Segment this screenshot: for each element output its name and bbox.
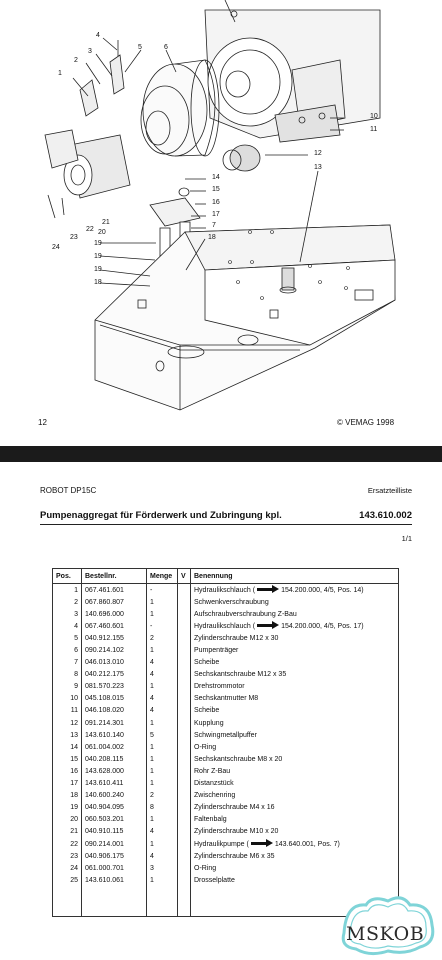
quantity-cell: 4 <box>147 850 178 862</box>
order-number-cell: 046.108.020 <box>82 705 147 717</box>
callout-10: 10 <box>370 113 378 120</box>
pos-cell: 19 <box>53 802 82 814</box>
quantity-cell: 1 <box>147 874 178 886</box>
callout-11: 11 <box>370 126 378 133</box>
part-name: Faltenbalg <box>194 816 227 824</box>
description-cell <box>191 681 399 693</box>
pos-cell: 1 <box>53 584 82 597</box>
v-cell <box>178 765 191 777</box>
col-description: Benennung <box>191 569 399 584</box>
table-row <box>53 790 399 802</box>
part-name: Hydraulikschlauch ( <box>194 586 256 594</box>
v-cell <box>178 669 191 681</box>
description-cell <box>191 717 399 729</box>
part-name: Sechskantschraube M12 x 35 <box>194 671 287 679</box>
v-cell <box>178 741 191 753</box>
description-cell <box>191 584 399 597</box>
callout-17: 17 <box>212 211 220 218</box>
part-name: Aufschraubverschraubung Z-Bau <box>194 610 297 618</box>
part-name: Schwingmetallpuffer <box>194 731 257 739</box>
pos-cell: 5 <box>53 632 82 644</box>
callout-2: 2 <box>74 57 78 64</box>
quantity-cell: 1 <box>147 681 178 693</box>
machine-model: ROBOT DP15C <box>40 486 97 495</box>
v-cell <box>178 802 191 814</box>
part-reference: 154.200.000, 4/5, Pos. 17) <box>281 622 364 630</box>
pos-cell: 13 <box>53 729 82 741</box>
col-order-number: Bestellnr. <box>82 569 147 584</box>
v-cell <box>178 693 191 705</box>
v-cell <box>178 644 191 656</box>
part-name: Sechskantschraube M8 x 20 <box>194 755 283 763</box>
part-name: Drosselplatte <box>194 876 235 884</box>
quantity-cell: 1 <box>147 778 178 790</box>
order-number-cell: 143.610.061 <box>82 874 147 886</box>
order-number-cell: 090.214.001 <box>82 838 147 850</box>
order-number-cell: 040.208.115 <box>82 753 147 765</box>
description-cell <box>191 838 399 850</box>
order-number-cell: 040.910.115 <box>82 826 147 838</box>
order-number-cell: 140.600.240 <box>82 790 147 802</box>
part-name: Zylinderschraube M10 x 20 <box>194 828 279 836</box>
order-number-cell: 061.004.002 <box>82 741 147 753</box>
v-cell <box>178 632 191 644</box>
pos-cell: 3 <box>53 608 82 620</box>
callout-20: 19 <box>94 253 102 260</box>
order-number-cell: 040.212.175 <box>82 669 147 681</box>
order-number-cell: 067.461.601 <box>82 584 147 597</box>
exploded-assembly-drawing <box>0 0 442 446</box>
description-cell <box>191 693 399 705</box>
callout-19b: 19 <box>94 266 102 273</box>
description-cell <box>191 862 399 874</box>
table-row <box>53 850 399 862</box>
v-cell <box>178 596 191 608</box>
description-cell <box>191 850 399 862</box>
callout-18: 18 <box>208 234 216 241</box>
pos-cell: 22 <box>53 838 82 850</box>
v-cell <box>178 790 191 802</box>
order-number-cell: 140.696.000 <box>82 608 147 620</box>
part-name: Scheibe <box>194 707 220 715</box>
part-name: Drehstrommotor <box>194 683 245 691</box>
table-row <box>53 681 399 693</box>
part-name: Sechskantmutter M8 <box>194 695 259 703</box>
description-cell <box>191 705 399 717</box>
table-row <box>53 596 399 608</box>
part-name: Zylinderschraube M12 x 30 <box>194 634 279 642</box>
quantity-cell: 5 <box>147 729 178 741</box>
table-row <box>53 741 399 753</box>
exploded-drawing-page <box>0 0 442 446</box>
callout-4: 4 <box>96 32 100 39</box>
callout-21: 20 <box>98 229 106 236</box>
pos-cell: 9 <box>53 681 82 693</box>
parts-table-body <box>53 584 399 917</box>
pos-cell: 4 <box>53 620 82 632</box>
part-reference: 154.200.000, 4/5, Pos. 14) <box>281 586 364 594</box>
table-row <box>53 705 399 717</box>
pos-cell: 17 <box>53 778 82 790</box>
quantity-cell: 3 <box>147 862 178 874</box>
part-name: Hydraulikpumpe ( <box>194 840 249 848</box>
v-cell <box>178 657 191 669</box>
order-number-cell: 143.628.000 <box>82 765 147 777</box>
pos-cell: 15 <box>53 753 82 765</box>
callout-18b: 18 <box>94 279 102 286</box>
part-name: Zwischenring <box>194 792 236 800</box>
part-name: Hydraulikschlauch ( <box>194 622 256 630</box>
description-cell <box>191 753 399 765</box>
description-cell <box>191 644 399 656</box>
description-cell <box>191 657 399 669</box>
table-header-row <box>53 569 399 584</box>
page-divider <box>0 446 442 462</box>
order-number-cell: 046.013.010 <box>82 657 147 669</box>
quantity-cell: 1 <box>147 838 178 850</box>
order-number-cell: 067.860.807 <box>82 596 147 608</box>
description-cell <box>191 608 399 620</box>
v-cell <box>178 705 191 717</box>
title-rule <box>40 524 412 525</box>
pos-cell: 7 <box>53 657 82 669</box>
v-cell <box>178 717 191 729</box>
pos-cell: 14 <box>53 741 82 753</box>
quantity-cell: 1 <box>147 608 178 620</box>
parts-table <box>52 568 399 917</box>
description-cell <box>191 741 399 753</box>
part-name: Rohr Z-Bau <box>194 767 231 775</box>
quantity-cell: 2 <box>147 632 178 644</box>
callout-22: 21 <box>102 219 110 226</box>
part-name: Kupplung <box>194 719 224 727</box>
v-cell <box>178 681 191 693</box>
assembly-part-number: 143.610.002 <box>359 510 412 521</box>
page-number: 12 <box>38 418 47 427</box>
description-cell <box>191 790 399 802</box>
copyright-text: © VEMAG 1998 <box>337 418 395 427</box>
empty-cell <box>147 886 178 917</box>
description-cell <box>191 632 399 644</box>
table-row <box>53 632 399 644</box>
table-row <box>53 802 399 814</box>
part-name: Schwenkverschraubung <box>194 598 269 606</box>
quantity-cell: - <box>147 620 178 632</box>
quantity-cell: 1 <box>147 717 178 729</box>
table-row <box>53 644 399 656</box>
callout-5: 5 <box>138 44 142 51</box>
empty-cell <box>178 886 191 917</box>
pos-cell: 18 <box>53 790 82 802</box>
description-cell <box>191 826 399 838</box>
quantity-cell: 4 <box>147 826 178 838</box>
reference-arrow-icon <box>257 587 279 592</box>
pos-cell: 20 <box>53 814 82 826</box>
v-cell <box>178 729 191 741</box>
callout-24: 23 <box>70 234 78 241</box>
v-cell <box>178 753 191 765</box>
description-cell <box>191 596 399 608</box>
callout-7: 7 <box>212 222 216 229</box>
document-type: Ersatzteilliste <box>367 486 412 495</box>
v-cell <box>178 584 191 597</box>
order-number-cell: 067.460.601 <box>82 620 147 632</box>
pos-cell: 23 <box>53 850 82 862</box>
v-cell <box>178 838 191 850</box>
table-row <box>53 693 399 705</box>
pos-cell: 24 <box>53 862 82 874</box>
order-number-cell: 143.610.140 <box>82 729 147 741</box>
callout-15: 15 <box>212 186 220 193</box>
callout-14: 14 <box>212 174 220 181</box>
table-row <box>53 874 399 886</box>
pos-cell: 2 <box>53 596 82 608</box>
description-cell <box>191 874 399 886</box>
v-cell <box>178 862 191 874</box>
table-row <box>53 620 399 632</box>
v-cell <box>178 814 191 826</box>
order-number-cell: 061.000.701 <box>82 862 147 874</box>
quantity-cell: 1 <box>147 644 178 656</box>
col-v: V <box>178 569 191 584</box>
callout-1: 1 <box>58 70 62 77</box>
pos-cell: 21 <box>53 826 82 838</box>
table-row <box>53 753 399 765</box>
quantity-cell: 1 <box>147 814 178 826</box>
order-number-cell: 040.904.095 <box>82 802 147 814</box>
v-cell <box>178 620 191 632</box>
order-number-cell: 090.214.102 <box>82 644 147 656</box>
v-cell <box>178 874 191 886</box>
description-cell <box>191 814 399 826</box>
v-cell <box>178 826 191 838</box>
v-cell <box>178 608 191 620</box>
callout-16: 16 <box>212 199 220 206</box>
quantity-cell: 4 <box>147 657 178 669</box>
part-name: O-Ring <box>194 743 217 751</box>
order-number-cell: 091.214.301 <box>82 717 147 729</box>
callout-25: 24 <box>52 244 60 251</box>
callout-6: 6 <box>164 44 168 51</box>
description-cell <box>191 778 399 790</box>
order-number-cell: 045.108.015 <box>82 693 147 705</box>
callout-23: 22 <box>86 226 94 233</box>
quantity-cell: 4 <box>147 669 178 681</box>
table-row <box>53 778 399 790</box>
description-cell <box>191 765 399 777</box>
callout-19a: 19 <box>94 240 102 247</box>
description-cell <box>191 729 399 741</box>
table-row <box>53 814 399 826</box>
order-number-cell: 060.503.201 <box>82 814 147 826</box>
quantity-cell: 4 <box>147 705 178 717</box>
pos-cell: 10 <box>53 693 82 705</box>
pos-cell: 16 <box>53 765 82 777</box>
parts-list-page <box>0 462 442 960</box>
order-number-cell: 143.610.411 <box>82 778 147 790</box>
reference-arrow-icon <box>251 841 273 846</box>
table-row <box>53 729 399 741</box>
quantity-cell: 2 <box>147 790 178 802</box>
part-name: Pumpenträger <box>194 647 239 655</box>
pos-cell: 11 <box>53 705 82 717</box>
empty-cell <box>53 886 82 917</box>
quantity-cell: 1 <box>147 741 178 753</box>
callout-13: 13 <box>314 164 322 171</box>
part-name: Zylinderschraube M4 x 16 <box>194 804 275 812</box>
quantity-cell: 1 <box>147 596 178 608</box>
quantity-cell: 8 <box>147 802 178 814</box>
v-cell <box>178 778 191 790</box>
quantity-cell: - <box>147 584 178 597</box>
quantity-cell: 1 <box>147 765 178 777</box>
reference-arrow-icon <box>257 623 279 628</box>
assembly-title: Pumpenaggregat für Förderwerk und Zubringung kpl. <box>40 510 282 521</box>
table-row <box>53 717 399 729</box>
description-cell <box>191 620 399 632</box>
order-number-cell: 040.912.155 <box>82 632 147 644</box>
part-reference: 143.640.001, Pos. 7) <box>274 840 340 848</box>
quantity-cell: 4 <box>147 693 178 705</box>
table-row <box>53 669 399 681</box>
callout-3: 3 <box>88 48 92 55</box>
part-name: Scheibe <box>194 659 220 667</box>
table-row <box>53 862 399 874</box>
description-cell <box>191 669 399 681</box>
table-row <box>53 657 399 669</box>
table-row <box>53 608 399 620</box>
table-row <box>53 765 399 777</box>
v-cell <box>178 850 191 862</box>
pos-cell: 8 <box>53 669 82 681</box>
part-name: O-Ring <box>194 864 217 872</box>
part-name: Zylinderschraube M6 x 35 <box>194 852 275 860</box>
description-cell <box>191 802 399 814</box>
quantity-cell: 1 <box>147 753 178 765</box>
empty-cell <box>82 886 147 917</box>
col-pos: Pos. <box>53 569 82 584</box>
col-quantity: Menge <box>147 569 178 584</box>
pos-cell: 6 <box>53 644 82 656</box>
table-row <box>53 838 399 850</box>
watermark-text: MSKOB <box>346 923 425 945</box>
table-row <box>53 584 399 597</box>
pos-cell: 25 <box>53 874 82 886</box>
order-number-cell: 081.570.223 <box>82 681 147 693</box>
pos-cell: 12 <box>53 717 82 729</box>
order-number-cell: 040.906.175 <box>82 850 147 862</box>
part-name: Distanzstück <box>194 780 234 788</box>
page-indicator: 1/1 <box>401 534 412 543</box>
table-row <box>53 826 399 838</box>
callout-12: 12 <box>314 150 322 157</box>
